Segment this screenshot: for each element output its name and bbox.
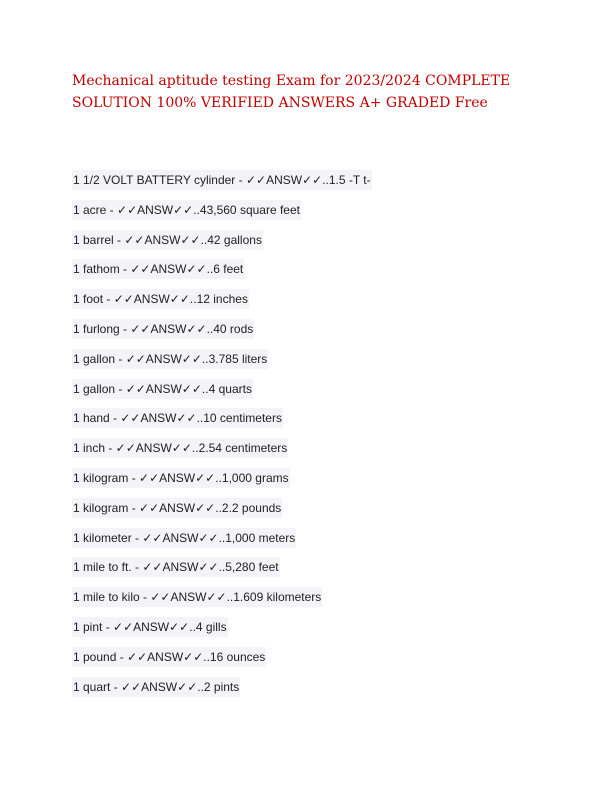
entry-text: 1 hand - ✓✓ANSW✓✓..10 centimeters	[72, 408, 283, 428]
list-item	[72, 498, 372, 528]
entry-text: 1 acre - ✓✓ANSW✓✓..43,560 square feet	[72, 200, 301, 220]
entry-text: 1 kilometer - ✓✓ANSW✓✓..1,000 meters	[72, 528, 296, 548]
list-item	[72, 259, 372, 289]
list-item	[72, 587, 372, 617]
entry-text: 1 pint - ✓✓ANSW✓✓..4 gills	[72, 617, 228, 637]
entry-text: 1 kilogram - ✓✓ANSW✓✓..1,000 grams	[72, 468, 290, 488]
list-item	[72, 289, 372, 319]
entry-text: 1 mile to ft. - ✓✓ANSW✓✓..5,280 feet	[72, 557, 280, 577]
list-item	[72, 438, 372, 468]
entry-text: 1 quart - ✓✓ANSW✓✓..2 pints	[72, 677, 240, 697]
list-item	[72, 349, 372, 379]
list-item	[72, 617, 372, 647]
list-item	[72, 200, 372, 230]
entry-text: 1 1/2 VOLT BATTERY cylinder - ✓✓ANSW✓✓..1.5 -T t-	[72, 170, 372, 190]
entry-text: 1 pound - ✓✓ANSW✓✓..16 ounces	[72, 647, 266, 667]
entry-text: 1 barrel - ✓✓ANSW✓✓..42 gallons	[72, 230, 263, 250]
entry-text: 1 foot - ✓✓ANSW✓✓..12 inches	[72, 289, 249, 309]
entry-text: 1 gallon - ✓✓ANSW✓✓..3.785 liters	[72, 349, 268, 369]
entry-text: 1 fathom - ✓✓ANSW✓✓..6 feet	[72, 259, 244, 279]
list-item	[72, 677, 372, 707]
entry-text: 1 gallon - ✓✓ANSW✓✓..4 quarts	[72, 379, 253, 399]
list-item	[72, 557, 372, 587]
title-line-2: SOLUTION 100% VERIFIED ANSWERS A+ GRADED Free	[72, 95, 488, 111]
entry-text: 1 mile to kilo - ✓✓ANSW✓✓..1.609 kilometers	[72, 587, 322, 607]
list-item	[72, 170, 372, 200]
flashcard-list	[72, 170, 372, 706]
entry-text: 1 inch - ✓✓ANSW✓✓..2.54 centimeters	[72, 438, 288, 458]
list-item	[72, 408, 372, 438]
list-item	[72, 230, 372, 260]
list-item	[72, 528, 372, 558]
list-item	[72, 647, 372, 677]
list-item	[72, 319, 372, 349]
title-line-1: Mechanical aptitude testing Exam for 2023/2024 COMPLETE	[72, 73, 511, 89]
list-item	[72, 379, 372, 409]
list-item	[72, 468, 372, 498]
entry-text: 1 kilogram - ✓✓ANSW✓✓..2.2 pounds	[72, 498, 282, 518]
document-title	[72, 70, 542, 114]
entry-text: 1 furlong - ✓✓ANSW✓✓..40 rods	[72, 319, 254, 339]
